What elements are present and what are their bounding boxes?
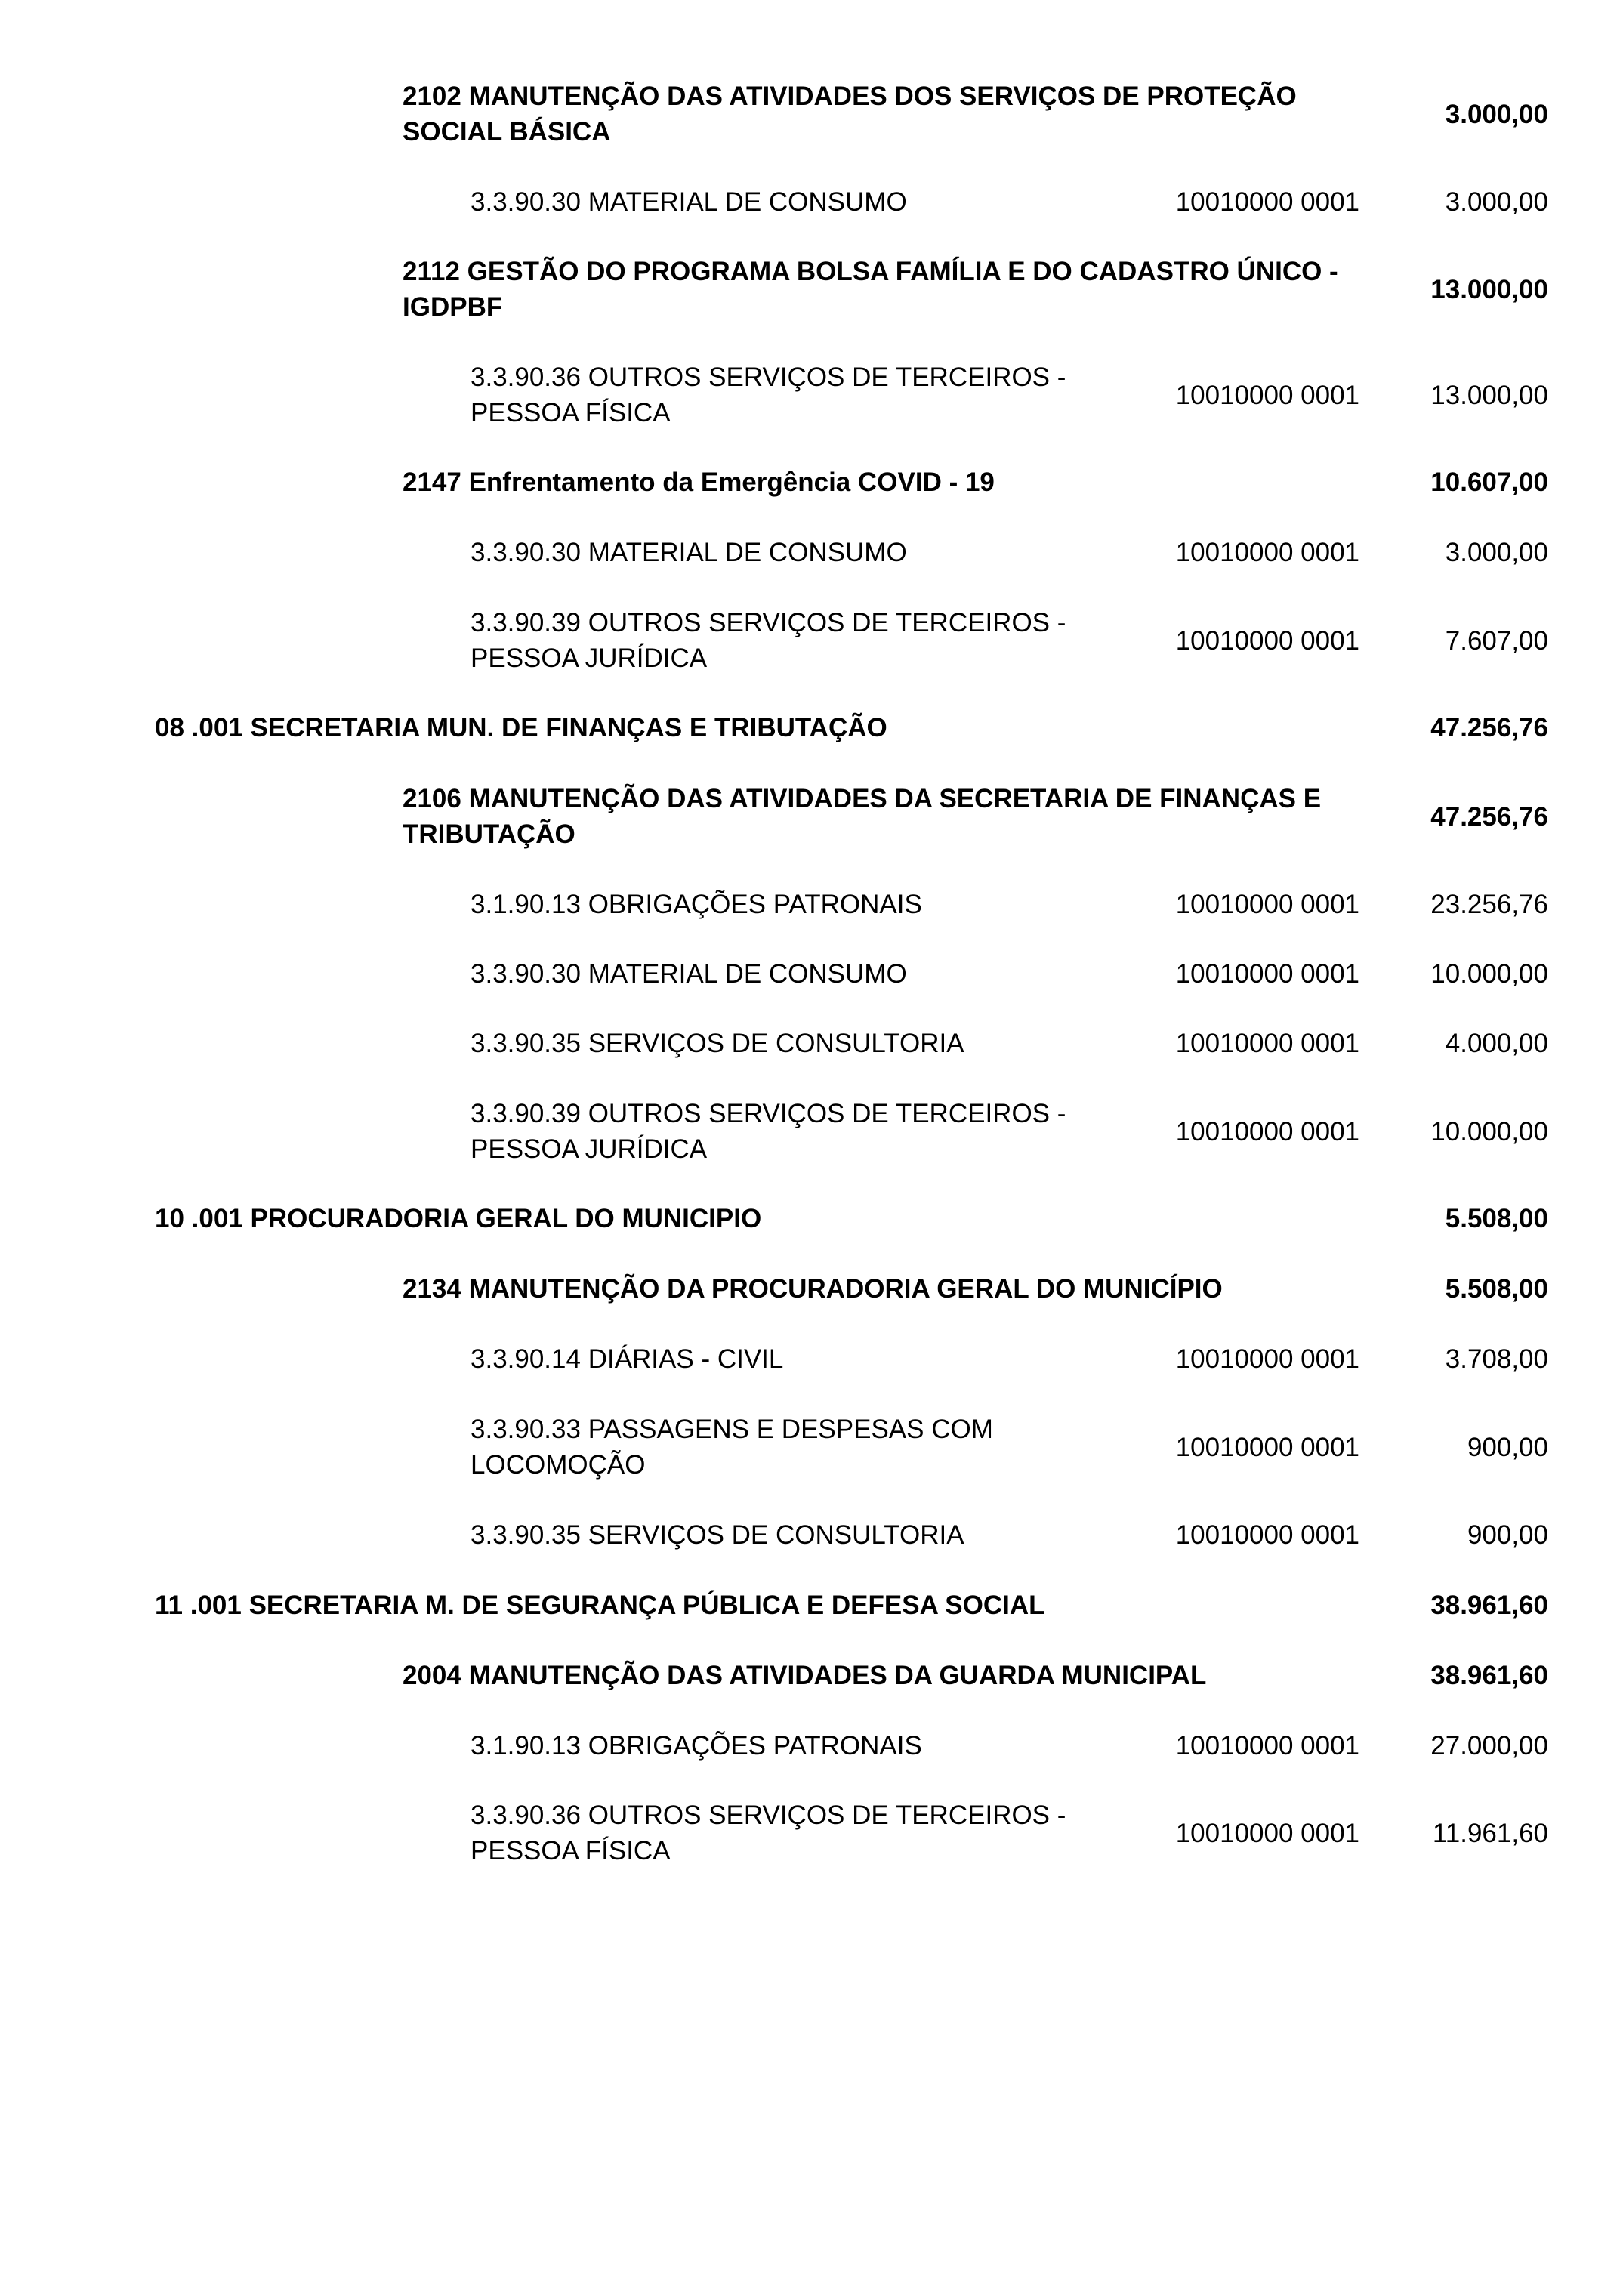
row-source-code: 10010000 0001 bbox=[1175, 538, 1359, 567]
row-value: 38.961,60 bbox=[1430, 1661, 1548, 1690]
row-description-line: 2134 MANUTENÇÃO DA PROCURADORIA GERAL DO MUNICÍPIO bbox=[403, 1274, 1223, 1304]
row-source-code: 10010000 0001 bbox=[1175, 1433, 1359, 1462]
row-value: 4.000,00 bbox=[1445, 1029, 1548, 1058]
row-description-line: 3.3.90.36 OUTROS SERVIÇOS DE TERCEIROS - bbox=[471, 363, 1066, 392]
row-source-code: 10010000 0001 bbox=[1175, 890, 1359, 919]
row-value: 11.961,60 bbox=[1432, 1819, 1548, 1848]
row-source-code: 10010000 0001 bbox=[1175, 381, 1359, 410]
row-description-line: 08 .001 SECRETARIA MUN. DE FINANÇAS E TRIBUTAÇÃO bbox=[155, 713, 887, 742]
row-description-line: SOCIAL BÁSICA bbox=[403, 117, 611, 147]
row-description-line: 3.3.90.39 OUTROS SERVIÇOS DE TERCEIROS - bbox=[471, 608, 1066, 637]
row-description-line: 2106 MANUTENÇÃO DAS ATIVIDADES DA SECRETARIA DE FINANÇAS E bbox=[403, 784, 1322, 813]
row-description-line: LOCOMOÇÃO bbox=[471, 1450, 646, 1480]
row-description-line: 2147 Enfrentamento da Emergência COVID - 19 bbox=[403, 468, 995, 497]
row-value: 27.000,00 bbox=[1430, 1731, 1548, 1761]
row-value: 900,00 bbox=[1467, 1433, 1548, 1462]
row-value: 47.256,76 bbox=[1430, 713, 1548, 742]
row-description-line: 3.3.90.30 MATERIAL DE CONSUMO bbox=[471, 538, 907, 567]
row-description-line: 3.1.90.13 OBRIGAÇÕES PATRONAIS bbox=[471, 1731, 922, 1761]
row-description-line: 3.3.90.33 PASSAGENS E DESPESAS COM bbox=[471, 1415, 993, 1444]
row-source-code: 10010000 0001 bbox=[1175, 1029, 1359, 1058]
row-source-code: 10010000 0001 bbox=[1175, 1344, 1359, 1374]
row-source-code: 10010000 0001 bbox=[1175, 1520, 1359, 1550]
row-description-line: 2004 MANUTENÇÃO DAS ATIVIDADES DA GUARDA MUNICIPAL bbox=[403, 1661, 1207, 1690]
row-description-line: PESSOA JURÍDICA bbox=[471, 643, 708, 673]
row-source-code: 10010000 0001 bbox=[1175, 1731, 1359, 1761]
row-description-line: 10 .001 PROCURADORIA GERAL DO MUNICIPIO bbox=[155, 1204, 762, 1233]
row-description-line: TRIBUTAÇÃO bbox=[403, 819, 575, 849]
row-description-line: 3.3.90.35 SERVIÇOS DE CONSULTORIA bbox=[471, 1029, 964, 1058]
row-value: 47.256,76 bbox=[1430, 802, 1548, 832]
row-value: 900,00 bbox=[1467, 1520, 1548, 1550]
row-value: 3.000,00 bbox=[1445, 100, 1548, 129]
row-description-line: 3.3.90.36 OUTROS SERVIÇOS DE TERCEIROS - bbox=[471, 1801, 1066, 1830]
row-value: 5.508,00 bbox=[1445, 1204, 1548, 1233]
row-description-line: 3.3.90.35 SERVIÇOS DE CONSULTORIA bbox=[471, 1520, 964, 1550]
row-value: 5.508,00 bbox=[1445, 1274, 1548, 1304]
row-description-line: PESSOA FÍSICA bbox=[471, 1836, 671, 1866]
row-description-line: IGDPBF bbox=[403, 292, 503, 322]
row-value: 23.256,76 bbox=[1430, 890, 1548, 919]
row-description-line: PESSOA FÍSICA bbox=[471, 398, 671, 427]
row-description-line: 3.3.90.30 MATERIAL DE CONSUMO bbox=[471, 187, 907, 217]
row-value: 3.000,00 bbox=[1445, 538, 1548, 567]
row-description-line: 2102 MANUTENÇÃO DAS ATIVIDADES DOS SERVIÇOS DE PROTEÇÃO bbox=[403, 82, 1297, 111]
row-description-line: 3.1.90.13 OBRIGAÇÕES PATRONAIS bbox=[471, 890, 922, 919]
row-value: 3.708,00 bbox=[1445, 1344, 1548, 1374]
row-description-line: 3.3.90.14 DIÁRIAS - CIVIL bbox=[471, 1344, 784, 1374]
row-value: 3.000,00 bbox=[1445, 187, 1548, 217]
row-description-line: 2112 GESTÃO DO PROGRAMA BOLSA FAMÍLIA E DO CADASTRO ÚNICO - bbox=[403, 257, 1338, 286]
row-value: 13.000,00 bbox=[1430, 381, 1548, 410]
row-source-code: 10010000 0001 bbox=[1175, 959, 1359, 989]
row-description-line: 11 .001 SECRETARIA M. DE SEGURANÇA PÚBLICA E DEFESA SOCIAL bbox=[155, 1591, 1045, 1620]
row-value: 7.607,00 bbox=[1445, 626, 1548, 656]
row-value: 10.000,00 bbox=[1430, 1117, 1548, 1146]
row-description-line: 3.3.90.30 MATERIAL DE CONSUMO bbox=[471, 959, 907, 989]
row-description-line: 3.3.90.39 OUTROS SERVIÇOS DE TERCEIROS - bbox=[471, 1099, 1066, 1128]
row-source-code: 10010000 0001 bbox=[1175, 626, 1359, 656]
row-value: 10.000,00 bbox=[1430, 959, 1548, 989]
row-source-code: 10010000 0001 bbox=[1175, 1117, 1359, 1146]
row-value: 13.000,00 bbox=[1430, 275, 1548, 304]
row-description-line: PESSOA JURÍDICA bbox=[471, 1134, 708, 1164]
row-source-code: 10010000 0001 bbox=[1175, 187, 1359, 217]
row-value: 38.961,60 bbox=[1430, 1591, 1548, 1620]
row-value: 10.607,00 bbox=[1430, 468, 1548, 497]
row-source-code: 10010000 0001 bbox=[1175, 1819, 1359, 1848]
